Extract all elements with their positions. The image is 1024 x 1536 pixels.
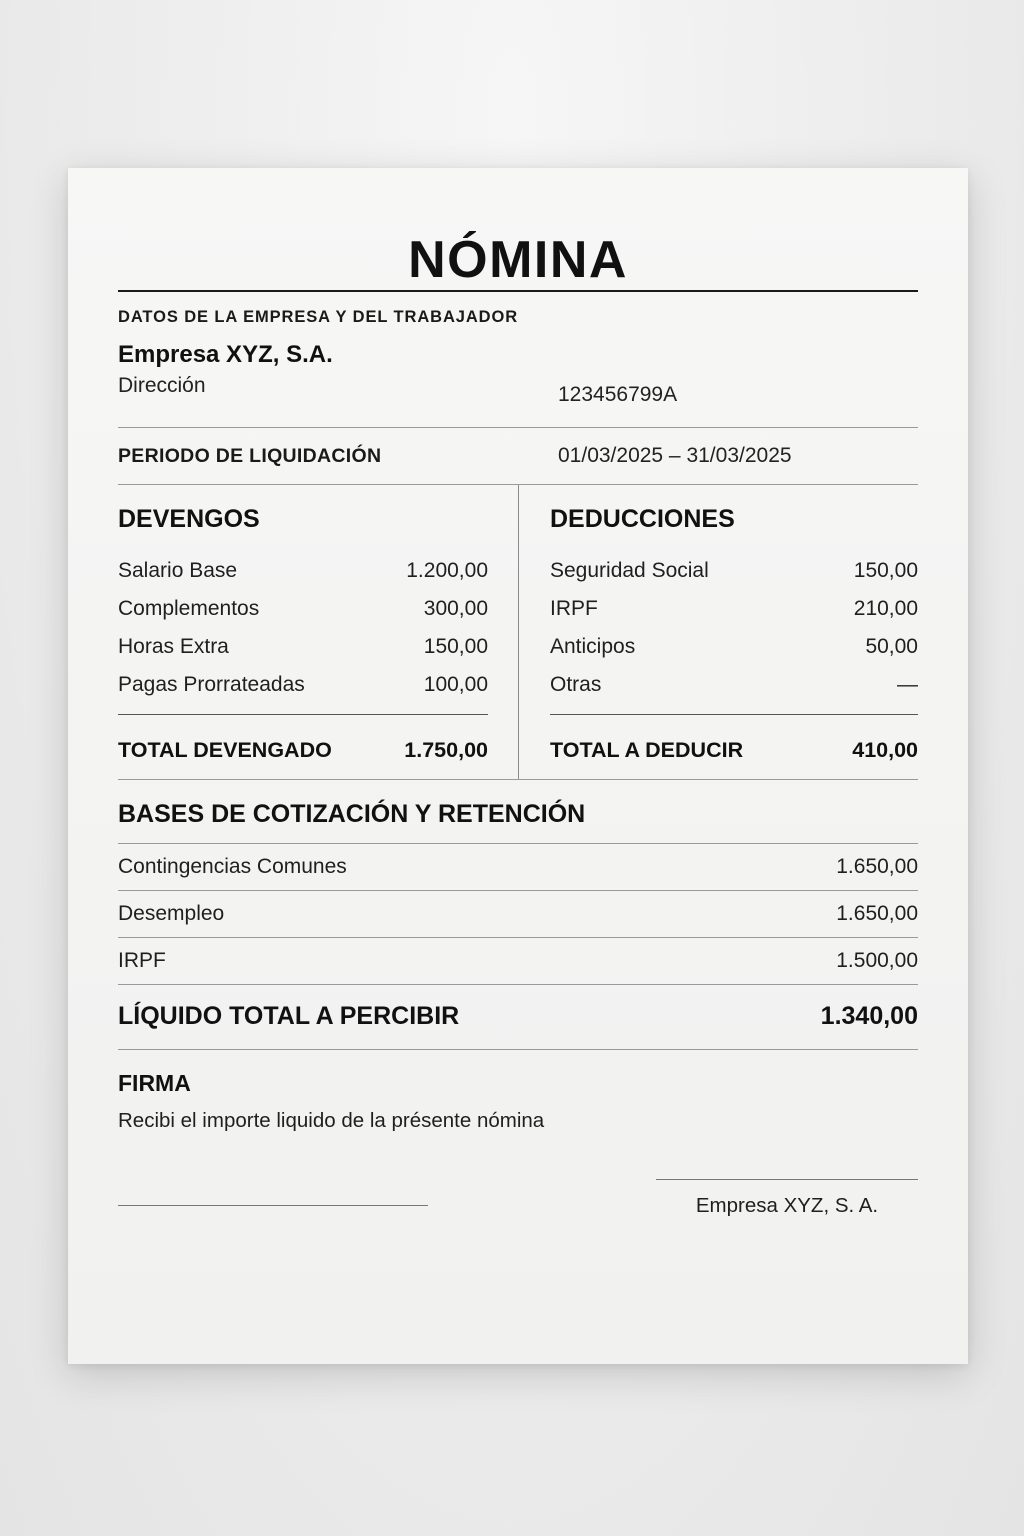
- earnings-row-amount: 150,00: [423, 635, 488, 658]
- bases-row-label: Desempleo: [118, 902, 225, 925]
- signature-area: [118, 1179, 918, 1218]
- signature-line-company[interactable]: [656, 1179, 918, 1180]
- deductions-row: [550, 628, 918, 666]
- earnings-row-label: Pagas Prorrateadas: [118, 673, 305, 696]
- bases-row-amount: 1.650,00: [836, 902, 918, 925]
- period-value: 01/03/2025 – 31/03/2025: [558, 444, 792, 467]
- payslip-document: [68, 168, 968, 1364]
- earnings-row-label: Salario Base: [118, 559, 238, 582]
- period-row: [118, 428, 918, 484]
- bases-heading: BASES DE COTIZACIÓN Y RETENCIÓN: [118, 800, 586, 828]
- bases-row: [118, 843, 918, 890]
- deductions-row-label: Anticipos: [550, 635, 636, 658]
- earnings-row: [118, 666, 488, 704]
- column-divider: [518, 485, 519, 779]
- deductions-row: [550, 552, 918, 590]
- deductions-row-label: Otras: [550, 673, 602, 696]
- earnings-total-row: [118, 723, 488, 779]
- deductions-total-label: TOTAL A DEDUCIR: [550, 738, 744, 762]
- bases-row-amount: 1.650,00: [836, 855, 918, 878]
- deductions-total-amount: 410,00: [852, 738, 918, 762]
- bases-row: [118, 937, 918, 984]
- signature-line-employee[interactable]: [118, 1205, 428, 1206]
- period-label: PERIODO DE LIQUIDACIÓN: [118, 444, 382, 467]
- bases-row-amount: 1.500,00: [836, 949, 918, 972]
- earnings-column: [118, 485, 518, 779]
- company-info: [118, 341, 333, 398]
- earnings-total-label: TOTAL DEVENGADO: [118, 738, 332, 762]
- bases-row-label: IRPF: [118, 949, 166, 972]
- signature-heading: FIRMA: [118, 1070, 191, 1096]
- net-total-row: [118, 984, 918, 1049]
- earnings-row: [118, 628, 488, 666]
- deductions-row-amount: —: [897, 673, 918, 696]
- deductions-column: [518, 485, 918, 779]
- earnings-row-label: Horas Extra: [118, 635, 229, 658]
- signature-statement: Recibi el importe liquido de la présente nómina: [118, 1109, 545, 1132]
- earnings-deductions-section: [118, 485, 918, 779]
- earnings-row-amount: 100,00: [423, 673, 488, 696]
- bases-row-label: Contingencias Comunes: [118, 855, 347, 878]
- page-title: NÓMINA: [408, 231, 628, 289]
- deductions-row-amount: 50,00: [865, 635, 918, 658]
- deductions-row-label: IRPF: [550, 597, 598, 620]
- deductions-row: [550, 666, 918, 704]
- deductions-row-amount: 150,00: [853, 559, 918, 582]
- deductions-heading: DEDUCCIONES: [550, 505, 735, 533]
- employee-identifier: 123456799A: [558, 383, 678, 406]
- earnings-total-amount: 1.750,00: [404, 738, 488, 762]
- earnings-row-amount: 300,00: [423, 597, 488, 620]
- deductions-row-amount: 210,00: [853, 597, 918, 620]
- company-employee-block: [118, 341, 918, 427]
- deductions-total-row: [550, 723, 918, 779]
- deductions-row: [550, 590, 918, 628]
- earnings-row: [118, 590, 488, 628]
- net-total-amount: 1.340,00: [820, 1002, 918, 1030]
- company-name: Empresa XYZ, S.A.: [118, 341, 333, 368]
- bases-row: [118, 890, 918, 937]
- earnings-row-amount: 1.200,00: [406, 559, 488, 582]
- signature-company-label: Empresa XYZ, S. A.: [695, 1194, 879, 1217]
- deductions-total-divider: [550, 714, 918, 715]
- earnings-heading: DEVENGOS: [118, 505, 260, 533]
- signature-block-company: [656, 1179, 918, 1218]
- net-total-label: LÍQUIDO TOTAL A PERCIBIR: [118, 1002, 460, 1030]
- earnings-total-divider: [118, 714, 488, 715]
- company-section-heading: DATOS DE LA EMPRESA Y DEL TRABAJADOR: [118, 308, 519, 326]
- deductions-row-label: Seguridad Social: [550, 559, 709, 582]
- earnings-row: [118, 552, 488, 590]
- earnings-row-label: Complementos: [118, 597, 260, 620]
- company-address: Dirección: [118, 374, 206, 397]
